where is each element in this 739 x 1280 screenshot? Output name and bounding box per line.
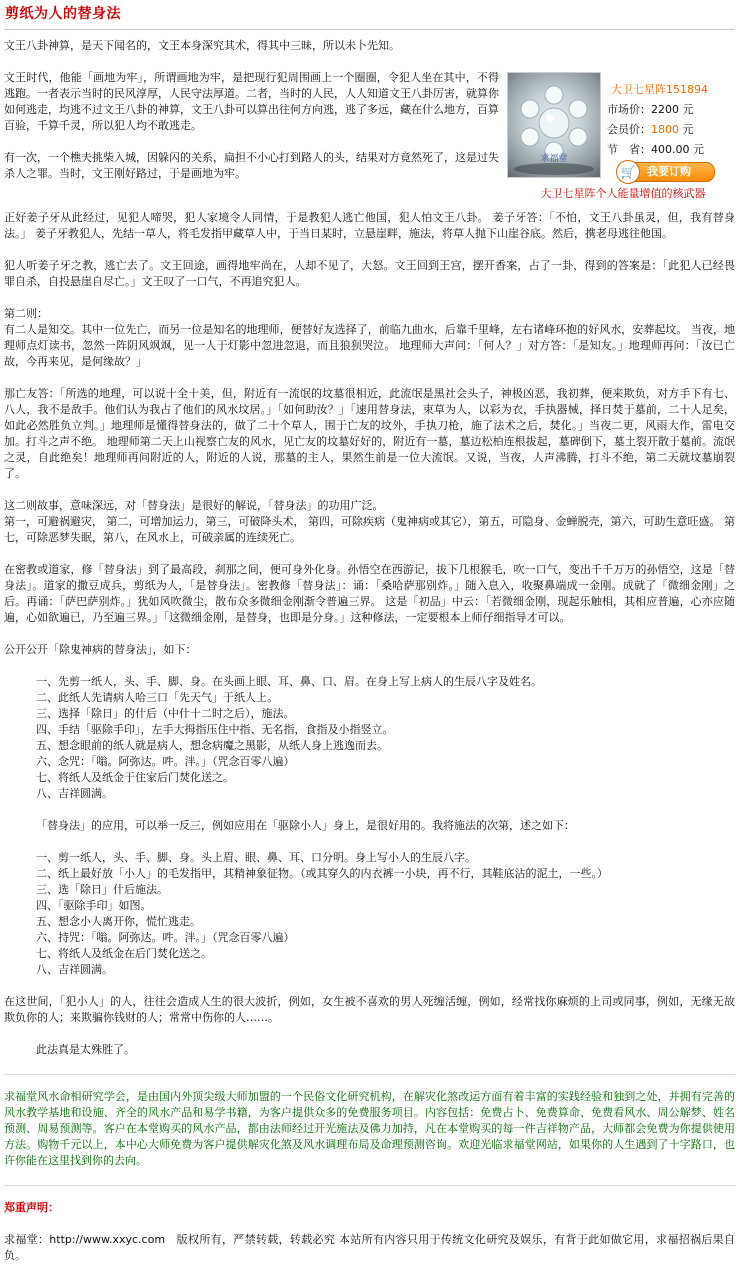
paragraph-7: 这二则故事，意味深远，对「替身法」是很好的解说，「替身法」的功用广泛。 第一，可避祸避灾， 第二，可增加运力，第三，可破降头术， 第四，可除疾病（鬼神病或其它），第五，可隐身、金蝉脱壳，第六，可助生意旺盛。 第七，可除恶梦失眠，第八，在风水上，可破亲属的连续死亡。 — [4, 499, 735, 544]
member-price-value: 1800 — [651, 123, 679, 136]
list-item: 三、选「除日」什后施法。 — [36, 883, 168, 896]
list-item: 三、选择「除日」的什后（中什十二时之后），施法。 — [36, 707, 295, 720]
member-price-row — [607, 122, 694, 138]
section-divider — [4, 1074, 735, 1075]
section-divider — [4, 1185, 735, 1186]
order-button[interactable] — [620, 162, 715, 182]
order-button-label: 我要订购 — [647, 165, 691, 178]
product-caption-link[interactable]: 大卫七星阵个人能量增值的核武器 — [540, 187, 706, 200]
intro-paragraph: 文王八卦神算，是天下闻名的，文王本身深究其术，得其中三昧，所以未卜先知。 — [4, 39, 400, 52]
article-page — [4, 0, 735, 1280]
closing-remark: 此法真是太殊胜了。 — [36, 1043, 135, 1056]
product-name-link[interactable]: 大卫七星阵151894 — [611, 83, 708, 96]
list-item: 一、剪一纸人，头、手、脚、身。头上眉、眼、鼻、耳、口分明。身上写小人的生辰八字。 — [36, 851, 476, 864]
list-item: 八、吉祥圆满。 — [36, 787, 113, 800]
savings-label: 节 省： — [607, 143, 651, 156]
savings-row — [607, 142, 704, 158]
shopping-cart-icon: 🛒 — [616, 160, 640, 184]
list-item: 六、念咒：「嗡。阿弥达。吽。泮。」（咒念百零八遍） — [36, 755, 295, 768]
list-item: 五、想念小人离开你，慌忙逃走。 — [36, 915, 201, 928]
list-item: 六、持咒：「嗡。阿弥达。吽。泮。」（咒念百零八遍） — [36, 931, 295, 944]
list-item: 七、将纸人及纸金在后门焚化送之。 — [36, 947, 212, 960]
paragraph-2: 有一次，一个樵夫挑柴入城，因躲闪的关系，扁担不小心打到路人的头，结果对方竟然死了，这是过失杀人之罪。当时，文王刚好路过，于是画地为牢。 — [4, 151, 499, 180]
savings-unit: 元 — [693, 143, 704, 156]
list-item: 五、想念眼前的纸人就是病人，想念病魔之黑影，从纸人身上逃逸而去。 — [36, 739, 388, 752]
list-item: 四、「驱除手印」如图。 — [36, 899, 152, 912]
list-item: 四、手结「驱除手印」，左手大拇指压住中指、无名指，食指及小指竖立。 — [36, 723, 394, 736]
ritual-steps-list — [4, 674, 735, 802]
paragraph-3: 正好姜子牙从此经过，见犯人啼哭，犯人家境令人同情，于是教犯人逃亡他国，犯人怕文王八卦。 姜子牙答：「不怕，文王八卦虽灵，但，我有替身法。」 姜子牙教犯人，先结一草人，将毛发指甲藏草人中，于当日某时，立悬崖畔，施法，将草人抛下山崖谷底。然后，携老母逃往他国。 — [4, 211, 735, 240]
list-item: 八、吉祥圆满。 — [36, 963, 113, 976]
title-divider — [4, 29, 735, 30]
market-price-row — [607, 102, 694, 118]
market-price-unit: 元 — [682, 103, 694, 116]
expel-villain-steps-list — [4, 850, 735, 978]
paragraph-4: 犯人听姜子牙之教，逃亡去了。文王回途，画得地牢尚在，人却不见了，大怒。文王回到王宫，摆开香案，占了一卦，得到的答案是：「此犯人已经畏罪自杀，自投悬崖自尽亡。」文王叹了一口气，不再追究犯人。 — [4, 259, 735, 288]
list-item: 一、先剪一纸人，头、手、脚、身。在头画上眼、耳、鼻、口、眉。在身上写上病人的生辰八字及姓名。 — [36, 675, 542, 688]
paragraph-5: 第二则： 有二人是知交。其中一位先亡，而另一位是知名的地理师，便替好友选择了，前临九曲水，后靠千里峰，左右诸峰环抱的好风水，安葬起坟。 当夜，地理师点灯读书，忽然一阵阴风飒飒，见一人于灯影中忽进忽退，而且狼狈哭泣。 地理师大声问：「何人？」对方答：「是知友。」地理师再问：「汝已亡故，今再来见，是何缘故？」 — [4, 307, 735, 368]
page-title: 剪纸为人的替身法 — [5, 6, 121, 22]
disclaimer-text: 求福堂：http://www.xxyc.com 版权所有，严禁转载，转载必究 本站所有内容只用于传统文化研究及娱乐，有背于此如做它用，求福招祸后果自负。 — [4, 1233, 735, 1262]
list-item: 二、纸上最好放「小人」的毛发指甲，其精神象征物。（或其穿久的内衣裤一小块，再不行，其鞋底沾的泥土，一些。） — [36, 867, 608, 880]
product-card — [507, 68, 735, 204]
closing-paragraph: 在这世间，「犯小人」的人，往往会造成人生的很大波折，例如，女生被不喜欢的男人死缠活缠，例如，经常找你麻烦的上司或同事，例如，无缘无故欺负你的人；来欺骗你钱财的人；常常中伤你的人……。 — [4, 995, 735, 1024]
market-price-value: 2200 — [651, 103, 679, 116]
list-item: 二、此纸人先请病人哈三口「先天气」于纸人上。 — [36, 691, 278, 704]
savings-value: 400.00 — [651, 143, 690, 156]
member-price-label: 会员价： — [607, 123, 651, 136]
disclaimer-heading: 郑重声明： — [4, 1201, 59, 1214]
product-photo[interactable] — [507, 72, 601, 178]
paragraph-1: 文王时代，他能「画地为牢」，所谓画地为牢，是把现行犯周围画上一个圈圈，令犯人坐在其中，不得逃跑。一者表示当时的民风淳厚，人民守法厚道。二者，当时的人民，人人知道文王八卦厉害，就算你如何逃走，均逃不过文王八卦的神算，文王八卦可以算出往何方向逃，逃了多远，藏在什么地方，百算百验，千算千灵，所以犯人均不敢逃走。 — [4, 71, 499, 132]
market-price-label: 市场价： — [607, 103, 651, 116]
list-item: 七、将纸人及纸金于住家后门焚化送之。 — [36, 771, 234, 784]
paragraph-9: 公开公开「除鬼神病的替身法」，如下： — [4, 643, 197, 656]
product-watermark: 求福堂 — [540, 154, 568, 164]
application-intro: 「替身法」的应用，可以举一反三，例如应用在「驱除小人」身上，是很好用的。我将施法的次第，述之如下： — [36, 819, 575, 832]
paragraph-6: 那亡友答：「所选的地理，可以说十全十美，但，附近有一流氓的坟墓很相近，此流氓是黑社会头子，神极凶恶，我初葬，便来欺负，对方手下有七、八人，我不是敌手。他们认为我占了他们的风水坟居。」「如何助汝？」「速用替身法，束草为人，以彩为衣，手执器械，择日焚于墓前，二十人足矣，如此必然胜负立判。」地理师是懂得替身法的，做了二十个草人，围于亡友的坟外，手执刀枪，施了法术之后，焚化。」当夜二更，风雨大作，雷电交加。打斗之声不绝。 地理师第二天上山视察亡友的风水，见亡友的坟墓好好的，附近有一墓，墓边松柏连根拔起，墓碑倒下，墓土裂开散于墓前。流氓之灵，自此绝矣！地理师再问附近的人，附近的人说，那墓的主人，果然生前是一位大流氓。又说，当夜，人声沸腾，打斗不绝，第二天就坟墓崩裂了。 — [4, 387, 735, 480]
member-price-unit: 元 — [682, 123, 694, 136]
company-blurb: 求福堂风水命相研究学会，是由国内外顶尖级大师加盟的一个民俗文化研究机构，在解灾化煞改运方面有着丰富的实践经验和独到之处，并拥有完善的风水教学基地和设施、齐全的风水产品和易学书籍，为客户提供众多的免费服务项目。内容包括：免费占卜、免费算命、免费看风水、周公解梦、姓名预测、周易预测等。客户在本堂购买的风水产品，都由法师经过开光施法及佛力加持，凡在本堂购买的每一件吉祥物产品，大师都会免费为你提供使用方法。购物千元以上，本中心大师免费为客户提供解灾化煞及风水调理布局及命理预测咨询。欢迎光临求福堂网站，如果你的人生遇到了十字路口，也许你能在这里找到你的去向。 — [4, 1090, 735, 1167]
paragraph-8: 在密教或道家，修「替身法」到了最高段，刹那之间，便可身外化身。孙悟空在西游记，拔下几根猴毛，吹一口气，变出千千万万的孙悟空，这是「替身法」。道家的撒豆成兵，剪纸为人，「是替身法」。密教修「替身法」：诵：「桑哈萨那别炸。」随入息入，收聚鼻端成一金刚。成就了「微细金刚」之后。再诵：「萨巴萨别炸。」犹如风吹微尘，散布众多微细金刚渐令普遍三界。 这是「初品」中云：「若微细金刚，现起乐触相，其相应普遍，心亦应随遍，心如欲遍已，乃至遍三界。」「这微细金刚，是替身，也即是分身。」这种修法，一定要根本上师仔细指导才可以。 — [4, 563, 735, 624]
